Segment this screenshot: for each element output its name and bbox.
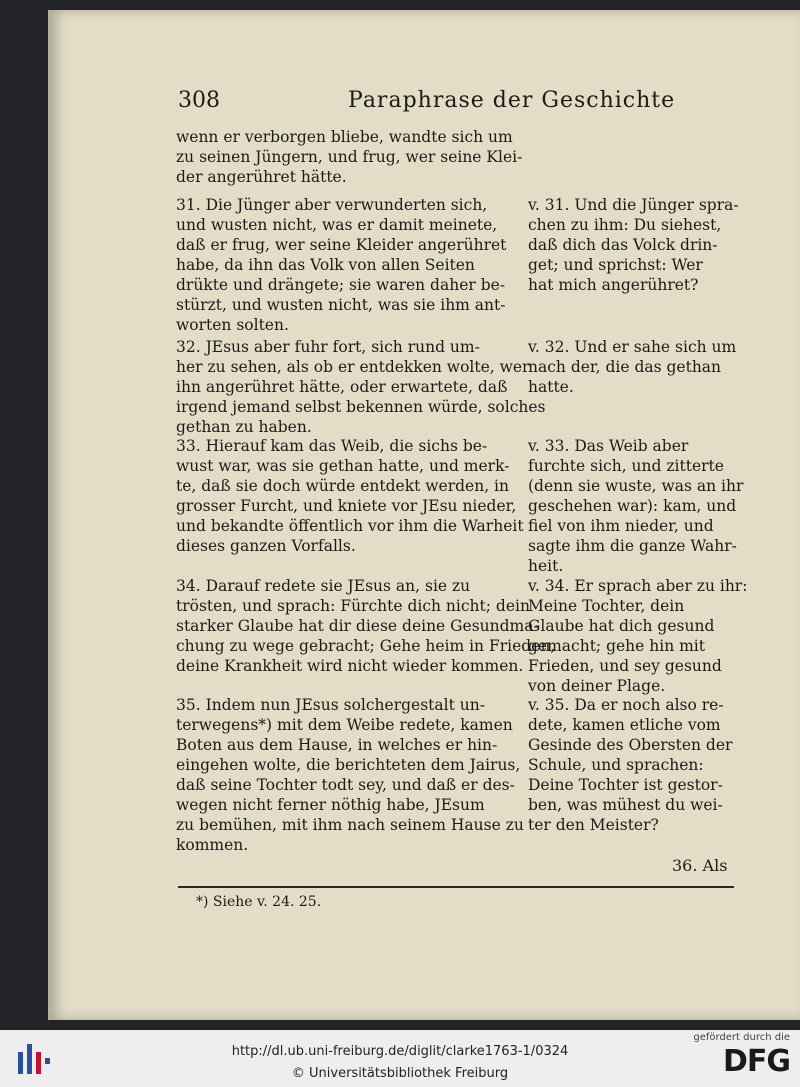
text-line: dieses ganzen Vorfalls. [176,537,356,555]
text-line: eingehen wolte, die berichteten dem Jairus, [176,756,521,774]
text-line: wust war, was sie gethan hatte, und merk- [176,457,510,475]
text-line: daß seine Tochter todt sey, und daß er des- [176,776,515,794]
sidenote-32 [528,337,743,397]
text-line: starker Glaube hat dir diese deine Gesundma- [176,617,539,635]
text-line: gethan zu haben. [176,418,312,436]
text-line: daß er frug, wer seine Kleider angerühret [176,236,507,254]
dfg-logo[interactable]: DFG [722,1044,790,1079]
sidenote-34 [528,576,748,696]
text-line: v. 35. Da er noch also re- [528,696,724,714]
text-line: kommen. [176,836,249,854]
text-line: grosser Furcht, und kniete vor JEsu nieder, [176,497,517,515]
text-line: Meine Tochter, dein [528,597,685,615]
text-line: v. 32. Und er sahe sich um [528,338,737,356]
footnote: *) Siehe v. 24. 25. [196,894,322,910]
text-line: Deine Tochter ist gestor- [528,776,723,794]
text-line: ben, was mühest du wei- [528,796,723,814]
text-line: v. 31. Und die Jünger spra- [528,196,739,214]
running-head: Paraphrase der Geschichte [348,88,676,113]
text-line: ter den Meister? [528,816,659,834]
text-line: geschehen war): kam, und [528,497,737,515]
text-line: Boten aus dem Hause, in welches er hin- [176,736,498,754]
text-line: Frieden, und sey gesund [528,657,722,675]
text-line: hatte. [528,378,574,396]
text-line: gemacht; gehe hin mit [528,637,705,655]
paragraph-32 [176,337,546,437]
sidenote-35 [528,695,743,835]
copyright-notice: © Universitätsbibliothek Freiburg [291,1066,509,1081]
sidenote-31 [528,195,743,295]
text-line: 32. JEsus aber fuhr fort, sich rund um- [176,338,480,356]
text-line: sagte ihm die ganze Wahr- [528,537,737,555]
text-line: der angerühret hätte. [176,168,347,186]
text-line: Schule, und sprachen: [528,756,704,774]
text-line: drükte und drängete; sie waren daher be- [176,276,506,294]
text-line: furchte sich, und zitterte [528,457,724,475]
text-line: ihn angerühret hätte, oder erwartete, daß [176,378,508,396]
text-line: und wusten nicht, was er damit meinete, [176,216,498,234]
continuation-text [176,127,523,187]
text-line: 34. Darauf redete sie JEsus an, sie zu [176,577,471,595]
text-line: deine Krankheit wird nicht wieder kommen. [176,657,524,675]
text-line: daß dich das Volck drin- [528,236,718,254]
text-line: zu seinen Jüngern, und frug, wer seine Klei- [176,148,523,166]
text-line: get; und sprichst: Wer [528,256,703,274]
paragraph-35 [176,695,524,855]
text-line: fiel von ihm nieder, und [528,517,714,535]
text-line: nach der, die das gethan [528,358,722,376]
permalink-url[interactable]: http://dl.ub.uni-freiburg.de/diglit/clarke1763-1/0324 [231,1044,569,1059]
text-line: 35. Indem nun JEsus solchergestalt un- [176,696,485,714]
sidenote-33 [528,436,743,576]
text-line: hat mich angerühret? [528,276,699,294]
text-line: dete, kamen etliche vom [528,716,721,734]
text-line: trösten, und sprach: Fürchte dich nicht; dein [176,597,530,615]
text-line: v. 33. Das Weib aber [528,437,689,455]
text-line: und bekandte öffentlich vor ihm die Warheit [176,517,524,535]
text-line: irgend jemand selbst bekennen würde, solches [176,398,546,416]
text-line: habe, da ihn das Volk von allen Seiten [176,256,475,274]
text-line: Gesinde des Obersten der [528,736,733,754]
catchword: 36. Als [672,856,728,875]
page-header [178,82,738,122]
text-line: von deiner Plage. [528,677,666,695]
text-line: 33. Hierauf kam das Weib, die sichs be- [176,437,488,455]
text-line: worten solten. [176,316,289,334]
paragraph-31 [176,195,521,335]
text-line: chen zu ihm: Du siehest, [528,216,722,234]
text-line: wegen nicht ferner nöthig habe, JEsum [176,796,485,814]
text-line: terwegens*) mit dem Weibe redete, kamen [176,716,513,734]
text-line: stürzt, und wusten nicht, was sie ihm ant- [176,296,506,314]
text-line: 31. Die Jünger aber verwunderten sich, [176,196,488,214]
text-line: Glaube hat dich gesund [528,617,715,635]
viewer-footer [0,1030,800,1087]
text-line: te, daß sie doch würde entdekt werden, in [176,477,509,495]
text-line: (denn sie wuste, was an ihr [528,477,744,495]
text-line: heit. [528,557,564,575]
paragraph-33 [176,436,524,556]
footnote-rule [178,886,734,888]
text-line: chung zu wege gebracht; Gehe heim in Frieden, [176,637,556,655]
text-line: her zu sehen, als ob er entdekken wolte, wer [176,358,530,376]
text-line: v. 34. Er sprach aber zu ihr: [528,577,748,595]
paragraph-34 [176,576,556,676]
text-line: wenn er verborgen bliebe, wandte sich um [176,128,513,146]
funding-label: gefördert durch die [693,1032,790,1043]
page-number: 308 [178,88,220,113]
text-line: zu bemühen, mit ihm nach seinem Hause zu [176,816,524,834]
